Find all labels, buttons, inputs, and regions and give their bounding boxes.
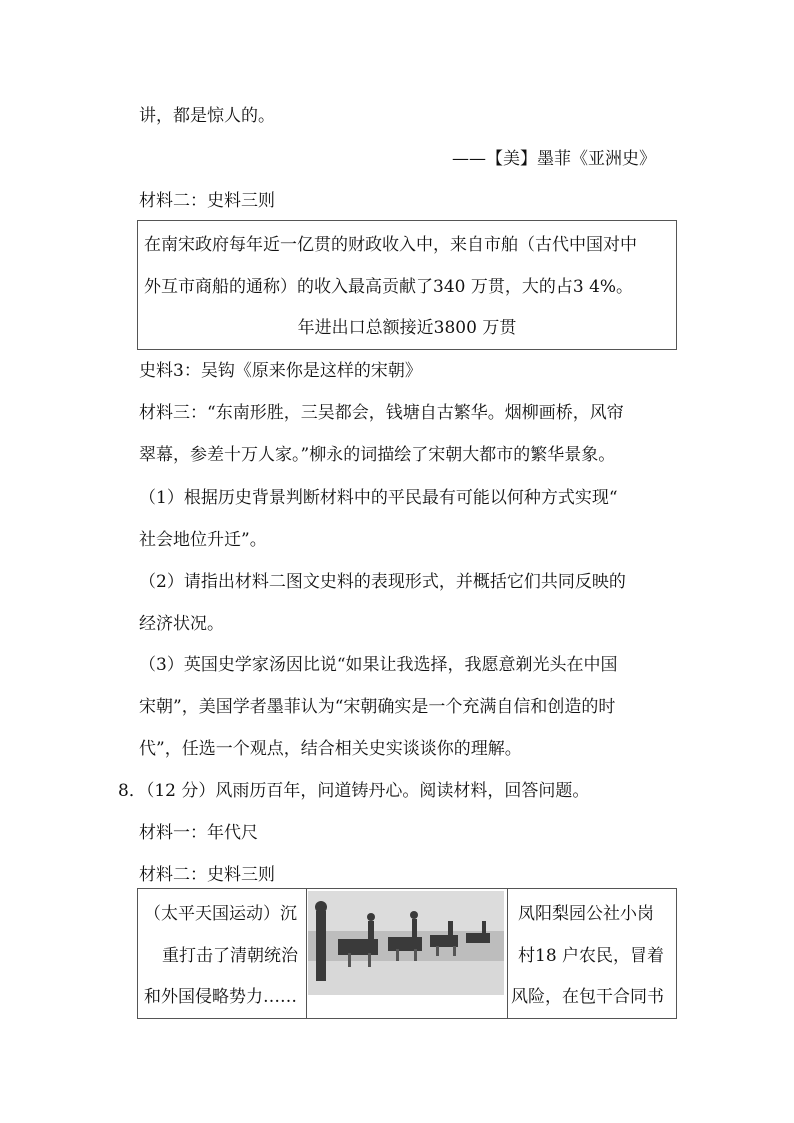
- question-3: （3）英国史学家汤因比说“如果让我选择，我愿意剃光头在中国: [139, 655, 618, 675]
- box-left-line: 重打击了清朝统治: [162, 946, 298, 966]
- question-3-cont: 宋朝”，美国学者墨菲认为“宋朝确实是一个充满自信和创造的时: [139, 697, 616, 717]
- question-8: 8．（12 分）风雨历百年，问道铸丹心。阅读材料，回答问题。: [118, 781, 590, 801]
- box-text-line: 在南宋政府每年近一亿贯的财政收入中，来自市舶（古代中国对中: [144, 235, 637, 255]
- box-right-line: 村18 户农民，冒着: [518, 946, 665, 966]
- material-three: 材料三：“东南形胜，三吴都会，钱塘自古繁华。烟柳画桥，风帘: [139, 403, 624, 423]
- material-three-cont: 翠幕，参差十万人家。”柳永的词描绘了宋朝大都市的繁华景象。: [139, 445, 616, 465]
- material-one-heading: 材料一：年代尺: [139, 823, 258, 843]
- historical-photo-icon: [308, 891, 504, 995]
- box-divider: [306, 888, 307, 1019]
- question-3-cont: 代”，任选一个观点，结合相关史实谈谈你的理解。: [139, 739, 522, 759]
- box-divider: [507, 888, 508, 1019]
- question-2-cont: 经济状况。: [139, 614, 224, 634]
- question-1-cont: 社会地位升迁”。: [139, 530, 267, 550]
- box-left-line: 和外国侵略势力……: [144, 987, 297, 1007]
- box-left-line: （太平天国运动）沉: [144, 904, 297, 924]
- citation: ——【美】墨菲《亚洲史》: [452, 149, 656, 169]
- question-2: （2）请指出材料二图文史料的表现形式，并概括它们共同反映的: [139, 572, 626, 592]
- box-right-line: 凤阳梨园公社小岗: [518, 904, 654, 924]
- box-text-line: 年进出口总额接近3800 万贯: [297, 318, 517, 338]
- section-heading: 材料二：史料三则: [139, 191, 275, 211]
- quote-box-song-trade: [137, 220, 677, 350]
- box-right-line: 风险，在包干合同书: [511, 987, 664, 1007]
- source-line: 史料3：吴钩《原来你是这样的宋朝》: [139, 361, 422, 381]
- question-1: （1）根据历史背景判断材料中的平民最有可能以何种方式实现“: [139, 488, 618, 508]
- material-two-heading: 材料二：史料三则: [139, 865, 275, 885]
- text-line: 讲，都是惊人的。: [139, 106, 275, 126]
- box-text-line: 外互市商船的通称）的收入最高贡献了340 万贯，大的占3 4%。: [144, 277, 634, 297]
